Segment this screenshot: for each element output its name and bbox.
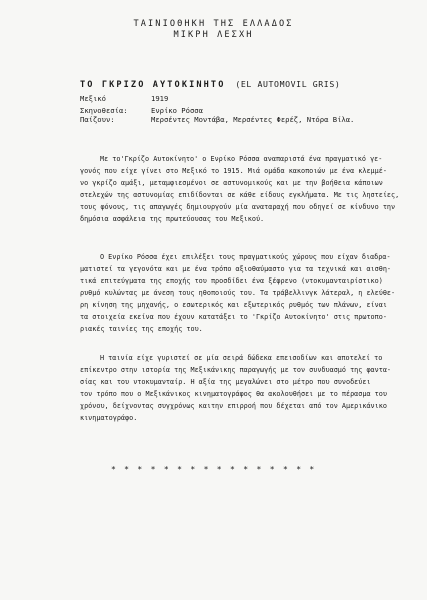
text-line: ριακές ταινίες της εποχής του.: [80, 325, 203, 333]
text-line: νο γκρίζο αμάξι, μεταμφιεσμένοι σε αστυνομικούς και με την βοήθεια κάποιων: [80, 179, 383, 187]
cast-label: Παίζουν:: [80, 115, 115, 124]
film-original-title: (EL AUTOMOVIL GRIS): [235, 79, 341, 89]
text-line: σίας και του ντοκυμανταίρ. Η αξία της μεγαλώνει στο μέτρο που συνοδεύει: [80, 378, 371, 386]
film-country: Μεξικό: [80, 94, 106, 103]
text-line: κινηματογράφο.: [80, 414, 138, 422]
text-line: Με το'Γκρίζο Αυτοκίνητο' ο Ενρίκο Ρόσσα αναπαριστά ένα πραγματικό γε-: [100, 155, 383, 163]
text-line: επίκεντρο στην ιστορία της Μεξικάνικης παραγωγής με τον συνδυασμό της φαντα-: [80, 366, 391, 374]
text-line: γονός που είχε γίνει στο Μεξικό το 1915. Μιά ομάδα κακοποιών με ένα κλεμμέ-: [80, 167, 387, 175]
film-title-line: [80, 79, 340, 90]
text-line: Η ταινία είχε γυριστεί σε μία σειρά δώδεκα επεισοδίων και αποτελεί το: [100, 354, 383, 362]
film-director-line: [80, 106, 203, 115]
text-line: τικά επιτεύγματα της εποχής του προσδίδει ένα ξέφρενο (ντοκυμανταιρίστικο): [80, 277, 383, 285]
institution-name: ΤΑΙΝΙΟΘΗΚΗ ΤΗΣ ΕΛΛΑΔΟΣ: [133, 19, 294, 29]
film-title: ΤΟ ΓΚΡΙΖΟ ΑΥΤΟΚΙΝΗΤΟ: [80, 80, 226, 90]
text-line: ρη κίνηση της μηχανής, ο εσωτερικός και εξωτερικός ρυθμός των πλάνων, είναι: [80, 301, 387, 309]
text-line: ματιστεί τα γεγονότα και με ένα τρόπο αξιοθαύμαστο για τα τεχνικά και αισθη-: [80, 265, 391, 273]
star-separator: * * * * * * * * * * * * * * * *: [110, 465, 317, 474]
film-cast-line: [80, 115, 354, 124]
film-year: 1919: [151, 94, 169, 103]
text-line: δημόσια ασφάλεια της πρωτεύουσας του Μεξικού.: [80, 215, 265, 223]
paragraph-3: [80, 352, 402, 424]
paragraph-2: [80, 251, 402, 335]
text-line: τους φόνους, τις απαγωγές δημιουργούν μία αναταραχή που οδηγεί σε κίνδυνο την: [80, 203, 396, 211]
text-line: τον τρόπο που ο Μεξικάνικος κινηματογράφος θα ακολουθήσει με το πέρασμα του: [80, 390, 387, 398]
text-line: χρόνου, δείχνοντας συγχρόνως καιτην επιρροή που δέχεται από τον Αμερικάνικο: [80, 402, 387, 410]
director-label: Σκηνοθεσία:: [80, 106, 128, 115]
text-line: Ο Ενρίκο Ρόσσα έχει επιλέξει τους πραγματικούς χώρους που είχαν διαδρα-: [100, 253, 391, 261]
club-name: ΜΙΚΡΗ ΛΕΣΧΗ: [173, 30, 254, 40]
film-origin: [80, 94, 168, 103]
text-line: τα στοιχεία εκείνα που έχουν κατατάξει το 'Γκρίζο Αυτοκίνητο' στις πρωτοπο-: [80, 313, 387, 321]
director-name: Ενρίκο Ρόσσα: [151, 106, 203, 115]
paragraph-1: [80, 153, 402, 225]
text-line: ρυθμό κυλώντας με άνεση τους ηθοποιούς του. Τα τράβελλινγκ λάτεραλ, η ελεύθε-: [80, 289, 396, 297]
cast-names: Μερσέντες Μοντάβα, Μερσέντες Φερέζ, Ντόρα Βίλα.: [151, 115, 355, 124]
text-line: στελεχών της αστυνομίας επιδίδονται σε κάθε είδους εγκλήματα. Με τις ληστείες,: [80, 191, 400, 199]
